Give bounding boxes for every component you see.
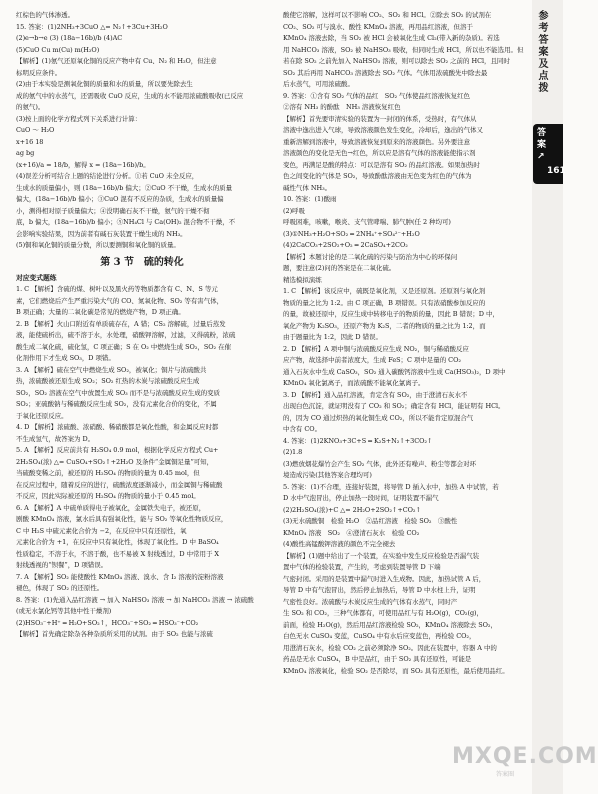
text-line: 酸生成二氧化硫，硫化氢，C 项正确；S 在 O₂ 中燃烧生成 SO₂，SO₂ 在催: [16, 342, 231, 351]
text-line: ag bg: [16, 149, 35, 157]
text-line: 生 SO₂ 和 CO₂，三种气体都有，可使用品红与有 H₂O(g)，CO₂(g)，: [283, 609, 483, 617]
text-line: 导管 D 中有气泡冒出，然后停止加热后，导管 D 中水柱上升，证明: [283, 586, 476, 594]
text-line: 性质稳定，不溶于水，不溶于酸，也不易被 X 射线透过，D 中常用于 X: [16, 549, 219, 558]
right-answer-block: [283, 10, 535, 677]
text-line: 化剂作用下才生成 SO₃，D 项错。: [16, 354, 115, 362]
text-line: CuO ～ H₂O: [16, 126, 55, 134]
text-line: (2)e→b→e (3) (18a−16b)/b (4)AC: [16, 34, 123, 42]
text-line: 会影响实验结果，因为前者有碱石灰装置干燥生成的 NH₃。: [16, 229, 187, 238]
text-line: (2)1.8: [283, 448, 303, 456]
watermark-text: MXQE.COM: [452, 744, 598, 769]
text-line: 碱性气体 NH₃。: [283, 183, 332, 192]
text-line: C 中 H₂S 中硫元素化合价为 −2，在反应中只有还原性，氧: [16, 526, 187, 535]
text-line: 氧化产物为 K₂SO₃，还原产物为 K₂S，二者的物质的量之比为 1:2，而: [283, 321, 486, 330]
text-line: (x+16)/a = 18/b，解得 x = (18a−16b)/b。: [16, 160, 150, 169]
text-line: 的氨气)。: [16, 103, 45, 111]
text-line: 5. 答案：(1)不合理，连接好装置，将导管 D 插入水中，加热 A 中试管，若: [283, 482, 499, 491]
text-line: 的量，故被还原中，反应生成中转移电子的物质的量，因此 B 错误；D 中，: [283, 310, 499, 318]
text-line: 由于题量比为 1:2，因此 D 错误。: [283, 333, 382, 341]
text-line: 生成水的质量偏小，则 (18a−16b)/b 偏大；②CuO 不干燥，生成水的质量: [16, 183, 233, 192]
text-line: 3. D 【解析】通入品红溶液，肯定含有 SO₂，由于澄清石灰水不: [283, 390, 468, 399]
text-line: 液，能使硫析出，硫不溶于水，水处理，硝酸钾溶解，过滤，又得硫粉，浓硫: [16, 331, 236, 339]
text-line: D 水中气泡冒出，停止加热一段时间，证明装置不漏气: [283, 494, 439, 502]
text-line: 8. 答案：(1)先通入品红溶液 → 加入 NaHSO₃ 溶液 → 加 NaHCO₃ 溶液 → 浓硫酸: [16, 595, 254, 604]
text-line: (3)按上面的化学方程式列下关系进行计算：: [16, 114, 142, 123]
watermark-sub: 答案圈: [495, 771, 514, 778]
text-line: 红棕色的气体渗透。: [16, 11, 75, 19]
text-line: 5. A 【解析】反应前共有 H₂SO₄ 0.9 mol，根据化学反应方程式 Cu+: [16, 446, 219, 454]
text-line: 1. C 【解析】含硫的煤、树叶以及黑火药等物质都含有 C、N、S 等元: [16, 285, 218, 293]
text-line: 气密封闭。采用的是装置中漏气时进入生成物。因此，加热试管 A 后，: [283, 574, 486, 583]
text-line: CO₂、SO₂ 可与溴水、酸性 KMnO₄ 溶液，再用品红溶液，但溶于: [283, 22, 473, 31]
text-line: 6. A 【解析】A 中硫单质得电子被氧化，金属铁失电子，被还原，: [16, 503, 206, 512]
text-line: 白色无水 CuSO₄ 变蓝，CuSO₄ 中有水后应变蓝色，再检验 CO₂，: [283, 632, 476, 640]
sidebar: [532, 0, 563, 794]
text-line: 【解析】首先要审清实验的装置为一封闭的体系，受热时，有气体从: [283, 114, 477, 123]
section-title: 第 3 节 硫的转化: [100, 256, 184, 268]
text-line: (5)CuO Cu m(Cu) m(H₂O): [16, 45, 100, 54]
text-line: KMnO₄ 溶液氧化，检验 SO₂ 是否除尽，而 SO₂ 具有还原性，最后使用品红。: [283, 666, 509, 675]
text-line: 3. A 【解析】硫在空气中燃烧生成 SO₂，被氧化；铜片与浓硫酸共: [16, 365, 207, 374]
text-line: 热，浓硫酸被还原生成 SO₂；SO₂ 红热的木炭与浓硫酸反应生成: [16, 377, 200, 385]
text-line: 若在除 SO₂ 之前先加入 NaHSO₃ 溶液，则可以除去 SO₂ 之前的 HCl，且同时: [283, 57, 510, 65]
tab-arrow-icon: ↗: [537, 152, 545, 162]
text-line: 【解析】(1)题中给出了一个装置，在实验中发生反应检验是否漏气装: [283, 551, 480, 560]
text-line: 中含有 CO。: [283, 425, 322, 433]
text-line: 题，要注意(2)问的答案是在二氧化硫。: [283, 264, 396, 272]
text-line: (4)误差分析可结合上题的结论进行分析。①若 CuO 未全反应，: [16, 172, 199, 180]
text-line: 偏大，(18a−16b)/b 偏小；③CuO 混有不反应的杂质，生成水的质量偏: [16, 195, 224, 203]
sidebar-title: 参考答案及点拨: [536, 10, 547, 94]
text-line: 元素化合价为 +1，在反应中只有氧化性，体现了氧化性。D 中 BaSO₄: [16, 538, 219, 546]
text-line: (4)酸性高锰酸钾溶液的颜色不完全褪去: [283, 540, 396, 548]
text-line: KMnO₄ 溶液去除，当 SO₂ 被 HCl 会被氧化生成 Cl₂(带入新的杂质)。若选: [283, 34, 500, 42]
text-line: 重新溶解到溶液中，导致溶液恢复到原来的溶液颜色。另外要注意: [283, 137, 471, 146]
left-column: [16, 10, 268, 641]
text-line: 于氧化还原反应。: [16, 411, 68, 420]
text-line: 剧酸 KMnO₄ 溶液，氯水后具有强氧化性，能与 SO₂ 等氧化性物质反应，: [16, 515, 228, 523]
text-line: SO₂；亚硫酸钠与稀硫酸反应生成 SO₂，没有元素化合价的变化，不属: [16, 400, 217, 408]
text-line: 7. A 【解析】SO₂ 能使酸性 KMnO₄ 溶液、溴水、含 I₂ 溶液的淀粉溶液: [16, 572, 224, 581]
text-line: 溶液颜色的变化是无色→红色，所以应是溶有气体的溶液能使指示剂: [283, 149, 476, 157]
tab-char-1: 答: [537, 128, 547, 138]
text-line: KMnO₄ 溶液 SO₂ ④澄清石灰水 检验 CO₂: [283, 528, 420, 537]
text-line: 4. D 【解析】浓硫酸、浓硝酸、稀硝酸都是氧化性酸，和金属反应时都: [16, 423, 219, 431]
text-line: 前面，检验 H₂O(g)，然后用品红溶液检验 SO₂，KMnO₄ 溶液除去 SO₂，: [283, 620, 497, 629]
text-line: (3)燃放烟花爆竹会产生 SO₂ 气体，此外还有噪声、粉尘等都会对环: [283, 459, 477, 468]
text-line: 用 NaHCO₃ 溶液，SO₂ 被 NaHSO₃ 吸收，但同时生成 HCl，所以也不能选用。但: [283, 45, 524, 54]
text-line: ②溶有 NH₃ 的酚酞 NH₃ 溶液恢复红色: [283, 103, 401, 111]
text-line: SO₂ 其后再用 NaHCO₃ 溶液除去 SO₂ 气体。气体用浓硫酸先中除去最: [283, 68, 488, 77]
text-line: 药品是无水 CuSO₄，B 中是品红，由于 SO₂ 具有还原性，可能是: [283, 655, 472, 663]
text-line: 10. 答案：(1)酸雨: [283, 195, 337, 203]
text-line: (2)由于本实验是测氧化铜的质量和水的质量，所以要先除去生: [16, 80, 193, 88]
left-exercise-block: [16, 284, 268, 641]
text-line: 2. D 【解析】A 项中铜与浓硫酸反应生成 NO₂，铜与稀硝酸反应: [283, 344, 469, 353]
text-line: 用澄清石灰水，检验 CO₂ 之前必须除净 SO₂。因此在装置中，容器 A 中的: [283, 643, 497, 652]
text-line: 通入石灰水中生成 CaSO₃，SO₂ 通入碳酸钙溶液中生成 Ca(HSO₃)₂，D 项中: [283, 367, 506, 376]
text-line: 底，b 偏大，(18a−16b)/b 偏小；⑤NH₄Cl 与 Ca(OH)₂ 混合物不干燥，不: [16, 218, 236, 226]
text-line: 的，因为 CO 通过炽热的氧化铜生成 CO₂，所以不能肯定原混合气: [283, 413, 474, 422]
text-line: 小，测得相对原子质量偏大；④没明确石灰不干燥，氨气的干燥不彻: [16, 206, 210, 215]
left-answer-block: [16, 10, 268, 252]
text-line: 2H₂SO₄(浓) △= CuSO₄+SO₂↑+2H₂O 及条件“金属铜足量”可知，: [16, 457, 214, 466]
text-line: 褪色，体现了 SO₂ 的还原性。: [16, 584, 104, 592]
text-line: 【解析】首先确定除杂各种杂质所采用的试剂。由于 SO₂ 也能与浓硫: [16, 630, 213, 638]
text-line: (2)呼吸: [283, 206, 305, 215]
text-line: 标明反应条件。: [16, 68, 62, 77]
text-line: 【解析】(1)氨气还原氧化铜的反应产物中有 Cu、N₂ 和 H₂O，但注意: [16, 57, 217, 65]
text-line: 呼吸困难，咳嗽，喉炎、支气管哮喘、肺气肿(任 2 种均可): [283, 218, 451, 226]
text-line: 溶液中逸出进入气球，导致溶液颜色发生变化，冷却后，逸出的气体又: [283, 126, 483, 134]
text-line: 1. C 【解析】该反应中，硫既是氧化剂，又是还原剂。还原剂与氧化剂: [283, 287, 486, 295]
text-line: (3)无水硫酸铜 检验 H₂O ②品红溶液 检验 SO₂ ③酸性: [283, 517, 458, 525]
text-line: (3)①NH₃+H₂O+SO₂ ═ 2NH₄⁺+SO₄²⁻+H₂O: [283, 229, 420, 238]
text-line: 境造成污染(其他答案合理均可): [283, 471, 372, 479]
text-line: KMnO₄ 氧化氯离子，而浓硫酸不能氧化氯离子。: [283, 379, 425, 387]
text-line: 9. 答案：①含有 SO₂ 气体的品红 SO₂ 气体使品红溶液恢复红色: [283, 91, 470, 100]
text-line: 在反应过程中，随着反应的进行，硫酸浓度逐渐减小，而金属铜与稀硫酸: [16, 480, 223, 489]
text-line: 气密性良好。浓硫酸与木炭反应生成的气体有水蒸气，同时产: [283, 597, 458, 606]
answer-tab: [533, 124, 566, 184]
text-line: 变色，再满足是酸的特点：可以是溶有 SO₂ 的品红溶液。如果加热时: [283, 160, 480, 169]
text-line: (5)铜和氧化铜的质量分数，所以要测铜和氧化铜的质量。: [16, 241, 180, 249]
text-line: 不反应，因此实际被还原的 H₂SO₄ 的物质的量小于 0.45 mol。: [16, 492, 200, 500]
page-number: 161: [547, 166, 566, 176]
text-line: 后水蒸气，可用浓硫酸。: [283, 80, 354, 88]
text-line: 物质的量之比为 1:2。由 C 项正确，B 项错误。只有浓硝酸参加反应的: [283, 298, 486, 307]
text-line: 成的氨气中的水蒸气，还需吸收 CuO 反应，生成的水不能用浓硫酸吸收(已反应: [16, 91, 244, 100]
text-line: 15. 答案：(1)2NH₃+3CuO △= N₂↑+3Cu+3H₂O: [16, 22, 168, 31]
text-line: 出现白色沉淀，就证明没有了 CO₂ 和 SO₂；确定含有 HCl，能证明有 HCl。: [283, 402, 505, 410]
text-line: SO₂，SO₂ 溶液在空气中放置生成 SO₃ 而不是与浓硫酸反应生成的变质: [16, 388, 221, 397]
watermark: [452, 744, 598, 790]
text-line: (4)2CaCO₃+2SO₂+O₂ ═ 2CaSO₄+2CO₂: [283, 241, 408, 249]
text-line: 当硫酸变稀之前，被还原的 H₂SO₄ 的物质的量为 0.45 mol，但: [16, 469, 200, 477]
text-line: 素，它们燃烧后产生严重污染大气的 CO、氮氧化物、SO₂ 等有害气体，: [16, 296, 224, 305]
section-subhead: 对应变式题练: [16, 273, 57, 282]
text-line: 【解析】本题讨论的是二氧化硫的污染与防治为中心的环保问: [283, 252, 458, 261]
text-line: (或无水氯化钙等其他中性干燥剂): [16, 607, 112, 615]
text-line: 不生成氢气，故答案为 D。: [16, 434, 95, 443]
text-line: 4. 答案：(1)2KNO₃+3C+S ═ K₂S+N₂↑+3CO₂↑: [283, 436, 433, 445]
text-line: 酸使它溶解，这样可以不影响 CO₂、SO₂ 和 HCl。②除去 SO₂ 的试剂在: [283, 11, 492, 19]
text-line: 射线透视的“钡餐”，D 项错误。: [16, 561, 108, 569]
text-line: 应产物，故选择中前者浓度大，生成 FeS；C 项中足量的 CO₂: [283, 356, 461, 364]
text-line: 2. B 【解析】火山口附近有单质硫存在，A 错；CS₂ 溶解硫，过量后蒸发: [16, 319, 226, 328]
text-line: (2)HSO₃⁻+H⁺ ═ H₂O+SO₂↑，HCO₃⁻+SO₂ ═ HSO₃⁻+CO₂: [16, 618, 199, 627]
right-column: [283, 10, 535, 677]
text-line: x+16 18: [16, 137, 44, 146]
text-line: (2)2H₂SO₄(浓)+C △= 2H₂O+2SO₂↑+CO₂↑: [283, 505, 421, 514]
text-line: B 项正确；大量的二氧化碳是常见的燃烧产物，D 项正确。: [16, 308, 185, 316]
text-line: 色之间变化的气体是 SO₂，导致酚酞溶液由无色变为红色的气体为: [283, 172, 472, 180]
tab-char-2: 案: [537, 140, 547, 150]
text-line: 精选模拟演练: [283, 275, 322, 284]
text-line: 置中气体的检验装置，产生的，考虑到装置导管 D 下端: [283, 563, 441, 571]
